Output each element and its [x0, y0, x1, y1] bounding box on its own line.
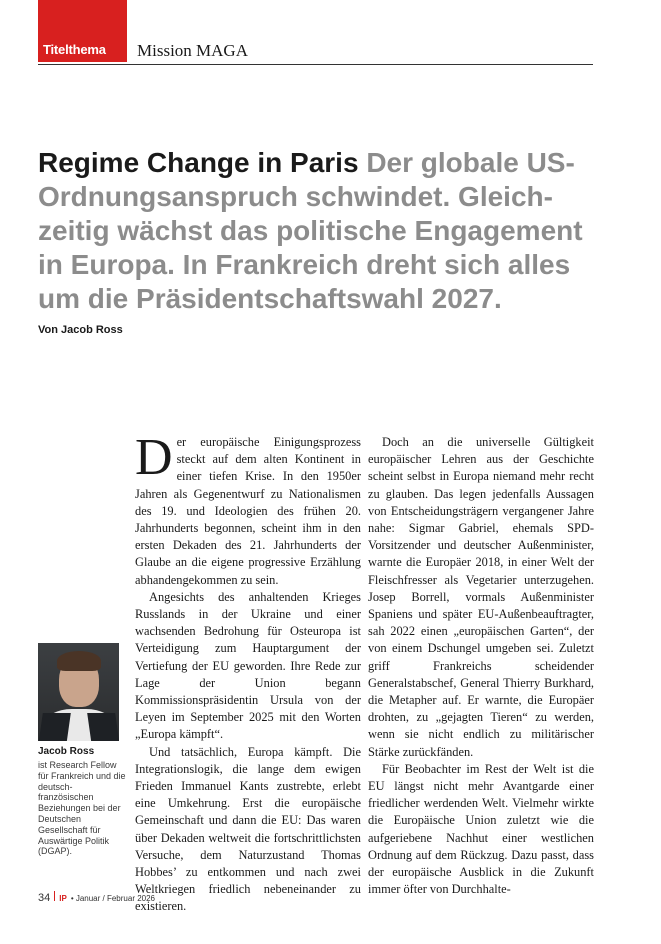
paragraph: Doch an die universelle Gültigkeit europäischer Lehren aus der Geschichte scheint selbst in Europa niemand mehr recht zu glauben. Das legen jedenfalls Aussagen von Entscheidungsträgern vergangener Jahre nahe: Sigmar Gabriel, ehemals SPD-Vorsitzender und deutscher Außenminister, warnte die Europäer 2018, in einer Welt der Fleischfresser als Vegetarier unterzugehen. Josep Borrell, vormals Außenminister Spaniens und später EU-Außenbeauftragter, sah 2022 einen „europäischen Garten“, der von einem Dschungel umgeben sei. Zuletzt griff Frankreichs scheidender Generalstabschef, General Thierry Burkhard, die Metapher auf. Er warnte, die Europäer drohten, zu „gejagten Tieren“ zu werden, wenn sie nicht endlich zu militärischer Stärke zurückfänden.	[368, 435, 594, 759]
section-title: Mission MAGA	[137, 41, 248, 60]
paragraph-text: er europäische Einigungsprozess steckt auf dem alten Kontinent in einer tiefen Krise. In den 1950er Jahren als Gegenentwurf zu Nationalismen des 19. und Ideologien des frühen 20. Jahrhunderts begonnen, scheint ihm in den ersten Dekaden des 21. Jahrhunderts der Glaube an die eigene progressive Erzählung abhandengekommen zu sein.	[135, 435, 361, 587]
author-bio: ist Research Fellow für Frankreich und die deutsch-französischen Beziehungen bei der Deutschen Gesellschaft für Auswärtige Politik (DGAP).	[38, 760, 126, 857]
author-photo-hair	[57, 651, 101, 671]
headline	[38, 146, 598, 316]
footer-divider	[54, 891, 55, 901]
page-footer	[38, 891, 155, 904]
headline-title: Regime Change in Paris	[38, 147, 359, 178]
byline: Von Jacob Ross	[38, 324, 123, 336]
paragraph	[135, 429, 361, 589]
drop-cap: D	[135, 429, 173, 486]
author-photo-jacket-right	[87, 713, 119, 741]
magazine-name: IP	[59, 894, 67, 903]
section-tag: Titelthema	[43, 42, 106, 57]
author-photo	[38, 643, 119, 741]
issue-date: • Januar / Februar 2026	[70, 894, 155, 903]
header-divider	[38, 64, 593, 65]
author-photo-jacket-left	[38, 713, 71, 741]
article-column-right	[368, 434, 594, 898]
paragraph: Und tatsächlich, Europa kämpft. Die Integrationslogik, die lange dem ewigen Frieden Immanuel Kants zustrebte, erlebt eine Umkehrung. Erst die europäische Gemeinschaft und dann die EU: Das waren über Dekaden weltweit die fortschrittlichsten Versuche, dem Naturzustand Thomas Hobbes’ zu entkommen und nach zwei Weltkriegen friedlich nebeneinander zu existieren.	[135, 744, 361, 914]
paragraph: Für Beobachter im Rest der Welt ist die EU längst nicht mehr Avantgarde einer friedlicher werdenden Welt. Vielmehr wirkte die Europäische Union zuletzt wie die aufgeriebene Nachhut einer westlichen Ordnung auf dem Rückzug. Dazu passt, dass der europäische Ausblick in die Zukunft immer öfter von Durchhalte-	[368, 761, 594, 897]
page-number: 34	[38, 892, 51, 904]
author-name: Jacob Ross	[38, 746, 95, 757]
headline-subtitle: Der globale US-Ordnungsanspruch schwindet. Gleichzeitig wächst das politische Engagement in Europa. In Frankreich dreht sich alles um die Präsidentschaftswahl 2027.	[38, 147, 583, 314]
paragraph: Angesichts des anhaltenden Krieges Russlands in der Ukraine und einer wachsenden Bedrohung für Osteuropa ist Verteidigung zum Hauptargument der Vertiefung der EU geworden. Ihre Rede zur Lage der Union begann Kommissionspräsidentin Ursula von der Leyen im September 2025 mit den Worten „Europa kämpft“.	[135, 589, 361, 742]
article-column-left	[135, 429, 361, 916]
